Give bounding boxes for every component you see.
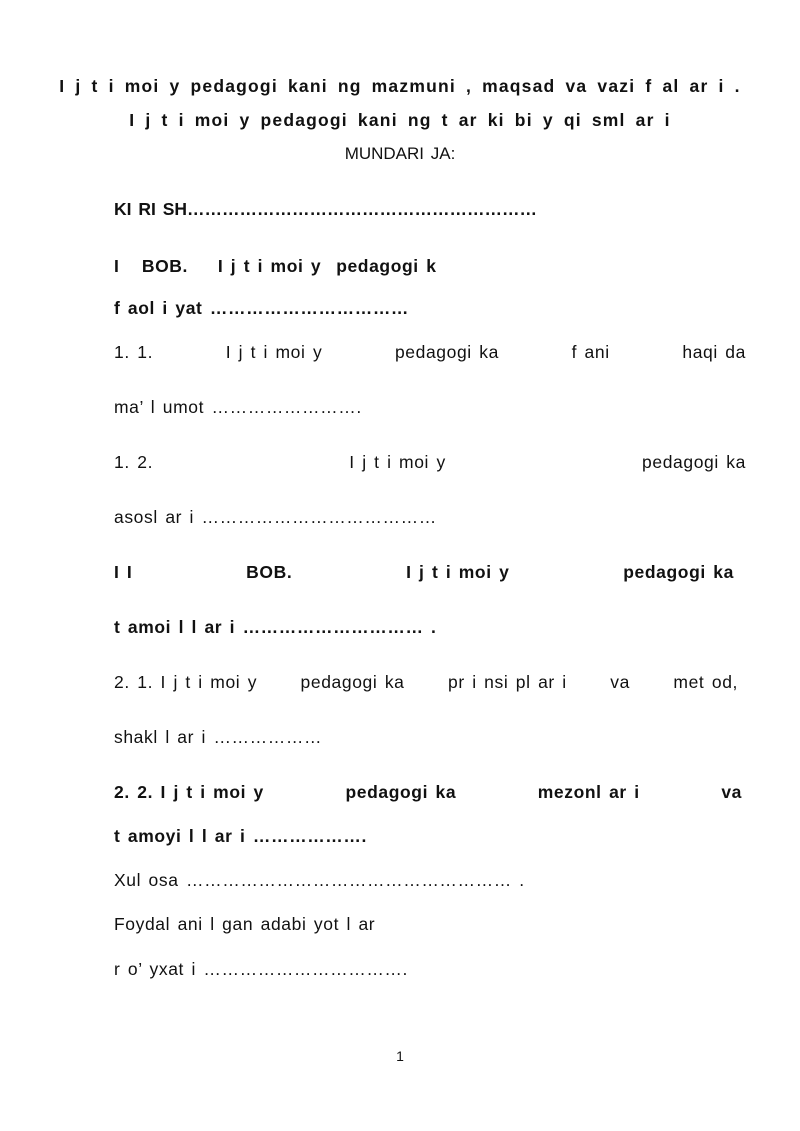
chapter-2-word-1: I j t i moi y xyxy=(406,562,510,582)
toc-chapter-1 xyxy=(114,256,437,277)
section-1-1-word-1: I j t i moi y xyxy=(225,342,323,362)
toc-section-2-2 xyxy=(114,782,742,803)
section-1-1-word-3: f ani xyxy=(571,342,610,362)
section-2-2-number: 2. 2. I j t i moi y xyxy=(114,782,264,802)
toc-chapter-2 xyxy=(114,562,734,583)
section-2-1-word-4: met od, xyxy=(673,672,738,692)
chapter-1-word-1: I j t i moi y xyxy=(217,256,322,276)
chapter-2-number: I I xyxy=(114,562,133,582)
toc-section-2-1 xyxy=(114,672,738,693)
chapter-1-number: I xyxy=(114,256,120,276)
title-line-1: I j t i moi y pedagogi kani ng mazmuni , maqsad va vazi f al ar i . xyxy=(59,76,741,96)
section-1-1-number: 1. 1. xyxy=(114,342,154,362)
toc-item-conclusion: Xul osa ……………………………………………… . xyxy=(114,870,525,890)
chapter-2-word-2: pedagogi ka xyxy=(623,562,734,582)
section-1-1-word-2: pedagogi ka xyxy=(394,342,499,362)
section-2-2-word-1: pedagogi ka xyxy=(345,782,457,802)
toc-chapter-1-line-2: f aol i yat …………………………… xyxy=(114,298,410,318)
section-1-2-word-2: pedagogi ka xyxy=(642,452,746,472)
toc-chapter-2-line-2: t amoi l l ar i ………………………… . xyxy=(114,617,437,637)
section-1-2-number: 1. 2. xyxy=(114,452,154,472)
section-2-1-word-3: va xyxy=(610,672,630,692)
section-2-2-word-3: va xyxy=(721,782,742,802)
chapter-1-word-2: pedagogi k xyxy=(336,256,437,276)
toc-section-2-2-line-2: t amoyi l l ar i ………………. xyxy=(114,826,367,846)
toc-item-intro: KI RI SH…………………………………………………… xyxy=(114,199,538,219)
toc-section-1-1-line-2: ma’ l umot ……………………. xyxy=(114,397,362,417)
chapter-1-bob: BOB. xyxy=(141,256,189,276)
page-number: 1 xyxy=(396,1048,404,1064)
section-2-2-word-2: mezonl ar i xyxy=(537,782,640,802)
section-1-1-word-4: haqi da xyxy=(682,342,746,362)
toc-item-references-line-2: r o’ yxat i ……………………………. xyxy=(114,959,408,979)
section-1-2-word-1: I j t i moi y xyxy=(349,452,446,472)
title-line-2: I j t i moi y pedagogi kani ng t ar ki bi y qi sml ar i xyxy=(129,110,671,130)
section-2-1-number: 2. 1. I j t i moi y xyxy=(114,672,258,692)
toc-section-1-2-line-2: asosl ar i ………………………………… xyxy=(114,507,437,527)
section-2-1-word-2: pr i nsi pl ar i xyxy=(447,672,567,692)
section-2-1-word-1: pedagogi ka xyxy=(300,672,405,692)
toc-heading: MUNDARI JA: xyxy=(344,144,456,163)
toc-item-references: Foydal ani l gan adabi yot l ar xyxy=(114,914,376,934)
chapter-2-bob: BOB. xyxy=(246,562,293,582)
toc-section-1-2 xyxy=(114,452,746,473)
toc-section-2-1-line-2: shakl l ar i ……………… xyxy=(114,727,323,747)
toc-section-1-1 xyxy=(114,342,746,363)
